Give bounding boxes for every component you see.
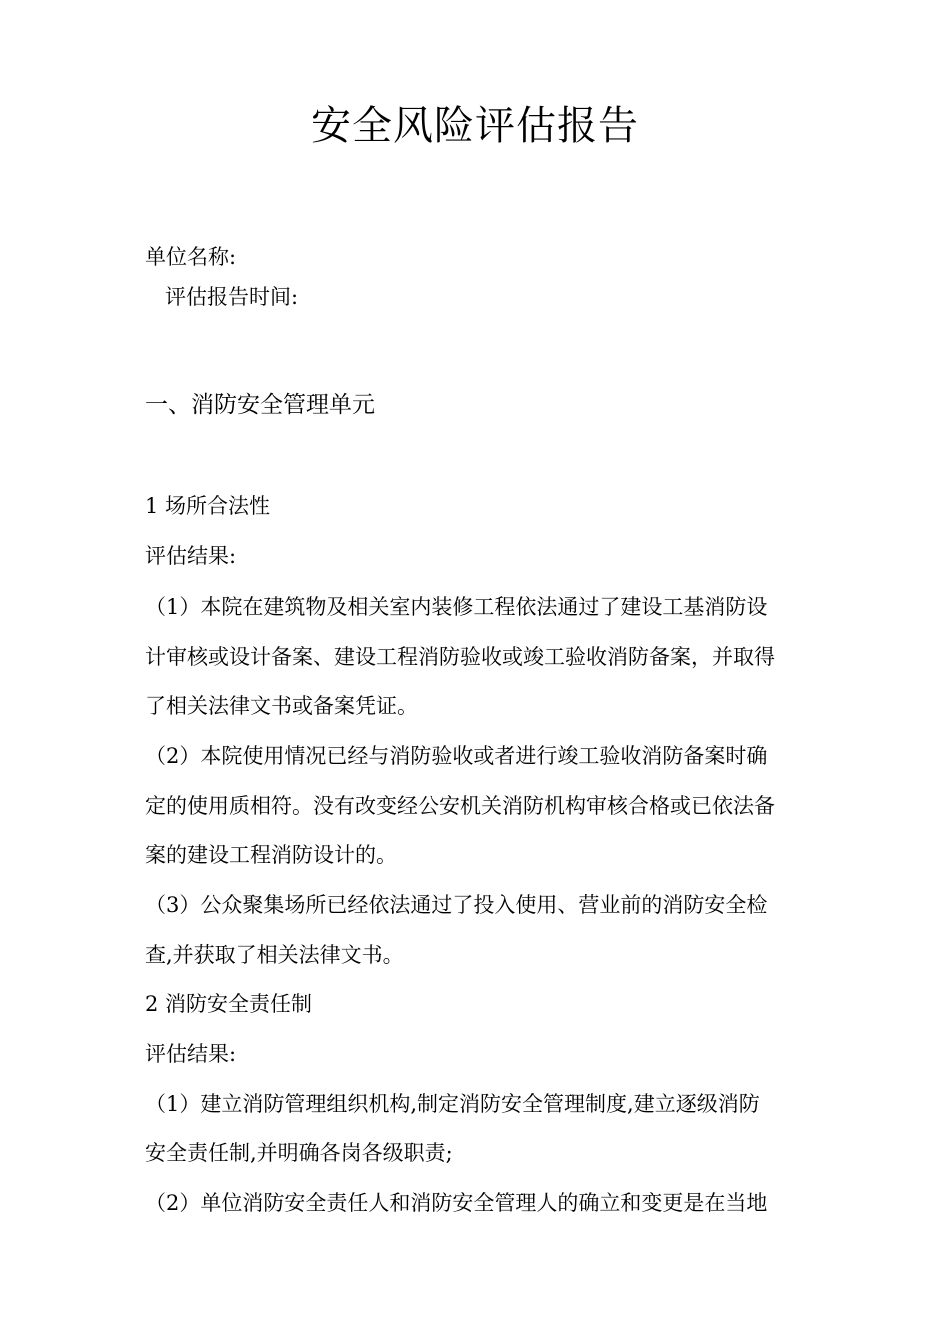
item1-paragraph-line: 案的建设工程消防设计的。 (145, 843, 397, 867)
item1-paragraph-line: 定的使用质相符。没有改变经公安机关消防机构审核合格或已依法备 (145, 794, 775, 818)
item1-paragraph-line: 了相关法律文书或备案凭证。 (145, 694, 418, 718)
unit-name-label: 单位名称: (145, 245, 237, 269)
document-title: 安全风险评估报告 (311, 103, 639, 149)
item2-paragraph-line: 安全责任制,并明确各岗各级职责; (145, 1141, 453, 1165)
item2-result-label: 评估结果: (145, 1042, 237, 1066)
item1-paragraph-line: （2）本院使用情况已经与消防验收或者进行竣工验收消防备案时确 (145, 744, 768, 768)
item1-paragraph-line: （1）本院在建筑物及相关室内装修工程依法通过了建设工基消防设 (145, 595, 768, 619)
item2-paragraph-line: （1）建立消防管理组织机构,制定消防安全管理制度,建立逐级消防 (145, 1092, 760, 1116)
item1-paragraph-line: 查,并获取了相关法律文书。 (145, 943, 404, 967)
item1-paragraph-line: 计审核或设计备案、建设工程消防验收或竣工验收消防备案，并取得 (145, 645, 775, 669)
item1-heading: 1 场所合法性 (145, 494, 271, 518)
report-time-label: 评估报告时间: (165, 285, 299, 309)
item1-result-label: 评估结果: (145, 544, 237, 568)
item1-paragraph-line: （3）公众聚集场所已经依法通过了投入使用、营业前的消防安全检 (145, 893, 768, 917)
item2-heading: 2 消防安全责任制 (145, 992, 313, 1016)
item2-paragraph-line: （2）单位消防安全责任人和消防安全管理人的确立和变更是在当地 (145, 1191, 768, 1215)
section-heading: 一、消防安全管理单元 (145, 392, 375, 418)
